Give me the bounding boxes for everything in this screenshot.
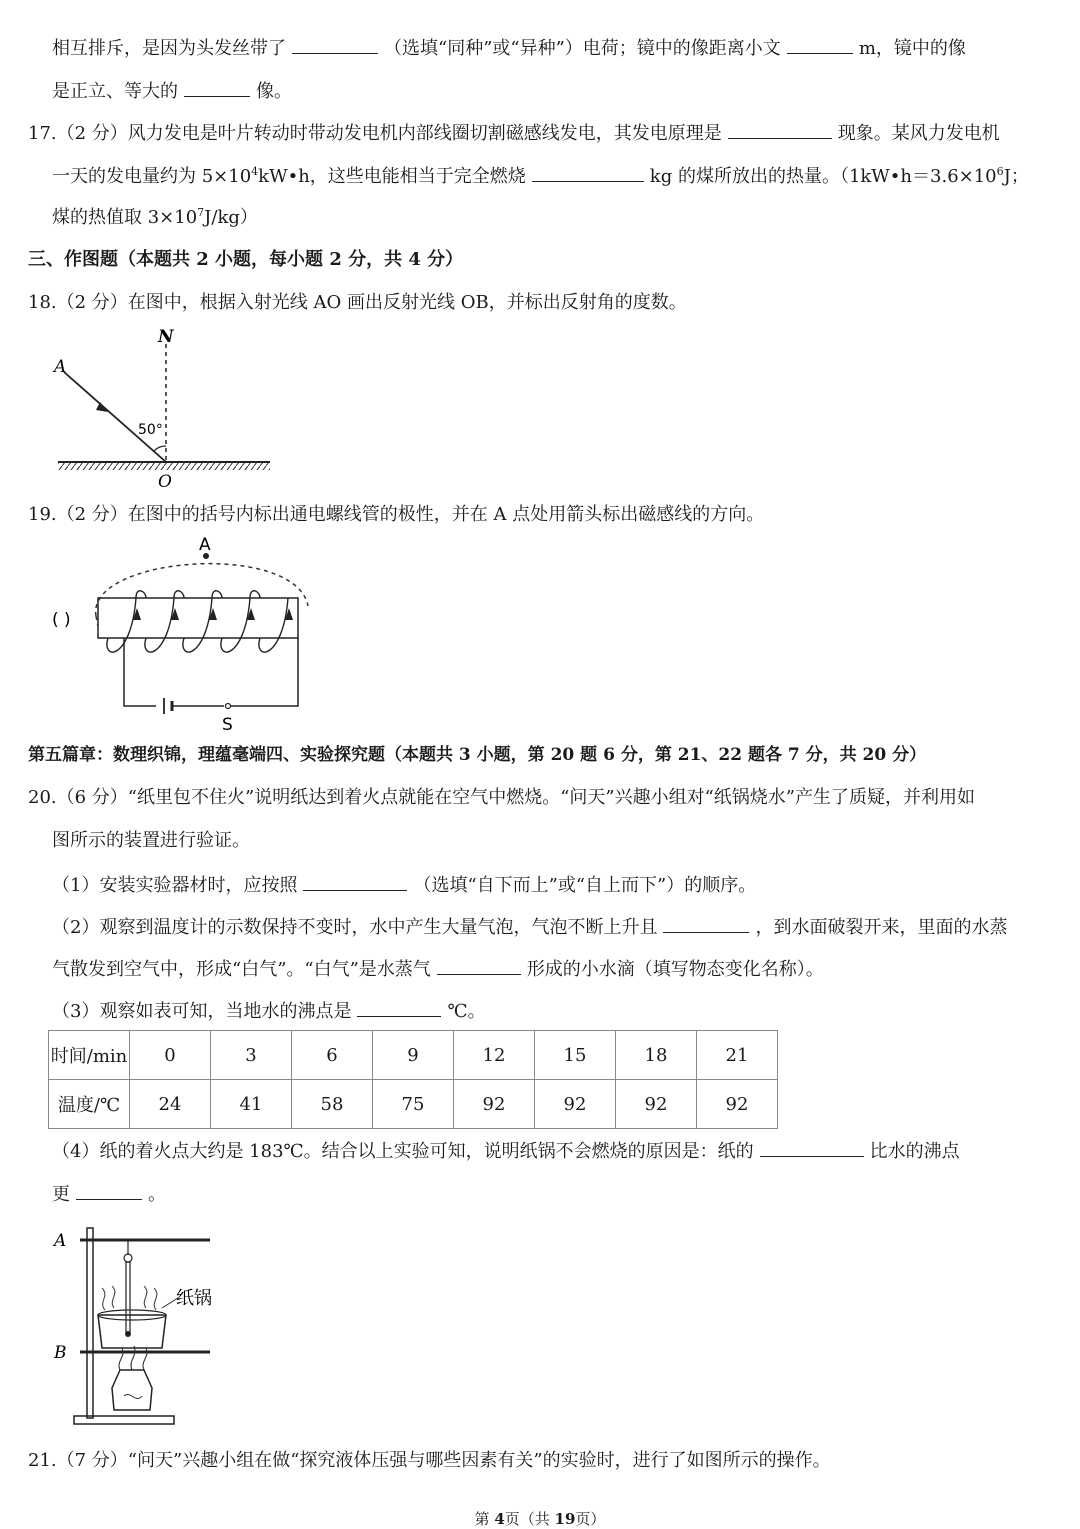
q19-text: 19.（2 分）在图中的括号内标出通电螺线管的极性，并在 A 点处用箭头标出磁感线的方向。 [28,504,765,525]
table-cell: 92 [454,1080,535,1129]
angle-label: 50° [138,422,163,438]
answer-blank[interactable] [357,998,441,1017]
boiling-data-table [48,1030,778,1129]
section-title: 三、作图题（本题共 2 小题，每小题 2 分，共 4 分） [28,249,464,270]
page-number: 4 [494,1510,505,1528]
q20-part4-cont [52,1181,166,1207]
answer-blank[interactable] [437,956,521,975]
q20-text: （4）纸的着火点大约是 183℃。结合以上实验可知，说明纸锅不会燃烧的原因是：纸的 [52,1141,754,1162]
q16-text: （选填“同种”或“异种”）电荷；镜中的像距离小文 [384,38,781,59]
table-cell: 12 [454,1031,535,1080]
answer-blank[interactable] [184,78,250,97]
table-cell: 3 [211,1031,292,1080]
answer-blank[interactable] [760,1138,864,1157]
switch-contact [226,704,231,709]
flame-icon [119,1346,147,1370]
table-cell: 6 [292,1031,373,1080]
q17-line1 [28,120,1000,146]
pot-label: 纸锅 [176,1288,212,1309]
exponent: 7 [197,206,205,219]
answer-blank[interactable] [787,35,853,54]
q16-text: 像。 [256,81,292,102]
section-title: 第五篇章：数理织锦，理蕴毫端四、实验探究题（本题共 3 小题，第 20 题 6 分，第 21、22 题各 7 分，共 20 分） [28,745,927,765]
q17-text: 17.（2 分）风力发电是叶片转动时带动发电机内部线圈切割磁感线发电，其发电原理是 [28,123,722,144]
ray-arrow-icon [96,402,108,412]
q16-text: m，镜中的像 [858,38,966,59]
page-footer [0,1508,1080,1529]
q17-text: kg 的煤所放出的热量。（1kW•h＝3.6×10 [649,166,997,187]
q20-text: 。 [148,1184,166,1205]
thermometer-bulb [125,1331,131,1337]
q20-line1: 20.（6 分）“纸里包不住火”说明纸达到着火点就能在空气中燃烧。“问天”兴趣小组对“纸锅烧水”产生了质疑，并利用如 [28,787,976,808]
exponent: 4 [251,165,259,178]
table-cell: 24 [130,1080,211,1129]
field-line [96,564,308,616]
reflection-diagram [50,322,280,492]
coil-windings [107,591,288,652]
angle-arc [154,446,166,451]
q20-text: （选填“自下而上”或“自上而下”）的顺序。 [413,875,757,896]
table-row [49,1080,778,1129]
footer-text: 第 [474,1510,495,1528]
q16-line1 [52,35,966,61]
q17-line3 [52,206,258,230]
q20-text: ℃。 [447,1001,486,1022]
q18-text: 18.（2 分）在图中，根据入射光线 AO 画出反射光线 OB，并标出反射角的度数。 [28,292,687,313]
q20-line2: 图所示的装置进行验证。 [52,830,250,851]
table-cell: 18 [616,1031,697,1080]
exponent: 6 [996,165,1004,178]
q20-text: （2）观察到温度计的示数保持不变时，水中产生大量气泡，气泡不断上升且 [52,917,658,938]
q17-line2 [52,163,1029,189]
q16-text: 是正立、等大的 [52,81,178,102]
q20-text: 比水的沸点 [869,1141,960,1162]
q20-text: （1）安装实验器材时，应按照 [52,875,298,896]
alcohol-lamp [112,1370,152,1410]
footer-text: 页（共 [504,1510,555,1528]
stand-base [74,1416,174,1424]
q17-text: 煤的热值取 3×10 [52,207,198,228]
label-a: A [54,357,67,377]
answer-blank[interactable] [532,163,644,182]
lamp-wick [124,1394,142,1398]
table-cell: 92 [616,1080,697,1129]
label-a: A [54,1231,67,1251]
current-arrow-icons [133,608,293,620]
q17-text: kW•h，这些电能相当于完全燃烧 [258,166,526,187]
q20-text: 更 [52,1184,70,1205]
table-cell: 92 [697,1080,778,1129]
label-o: O [158,472,172,492]
table-cell: 75 [373,1080,454,1129]
answer-blank[interactable] [663,914,749,933]
label-a: A [199,536,211,555]
q20-part2-cont [52,956,824,982]
table-header-cell: 温度/℃ [49,1080,130,1129]
q17-text: 现象。某风力发电机 [837,123,1000,144]
q17-text: J； [1003,166,1029,187]
q16-line2 [52,78,292,104]
table-cell: 21 [697,1031,778,1080]
q16-text: 相互排斥，是因为头发丝带了 [52,38,286,59]
answer-blank[interactable] [76,1181,142,1200]
paper-pot-apparatus [50,1220,230,1432]
table-row [49,1031,778,1080]
pole-bracket[interactable]: ( ) [52,610,71,630]
table-cell: 9 [373,1031,454,1080]
q20-part1 [52,872,756,898]
table-cell: 15 [535,1031,616,1080]
thermometer-top [124,1254,132,1262]
answer-blank[interactable] [728,120,832,139]
q20-part4 [52,1138,960,1164]
label-n: N [158,327,174,347]
answer-blank[interactable] [292,35,378,54]
table-cell: 0 [130,1031,211,1080]
q20-part2 [52,914,1007,940]
page-total: 19 [554,1510,576,1528]
q20-text: ，到水面破裂开来，里面的水蒸 [755,917,1008,938]
q17-text: J/kg） [204,207,258,228]
footer-text: 页） [575,1510,606,1528]
thermometer [126,1262,130,1332]
table-cell: 58 [292,1080,373,1129]
stand-rod [87,1228,93,1418]
incident-ray [64,372,166,462]
q20-text: 气散发到空气中，形成“白气”。“白气”是水蒸气 [52,959,431,980]
solenoid-diagram [46,536,316,736]
q17-text: 一天的发电量约为 5×10 [52,166,252,187]
q20-text: 形成的小水滴（填写物态变化名称）。 [526,959,824,980]
label-b: B [54,1343,67,1363]
switch-label: S [222,715,233,735]
q21-text: 21.（7 分）“问天”兴趣小组在做“探究液体压强与哪些因素有关”的实验时，进行了如图所示的操作。 [28,1450,831,1471]
solenoid-core [98,598,298,638]
q20-text: （3）观察如表可知，当地水的沸点是 [52,1001,352,1022]
circuit-wire [231,638,298,706]
table-cell: 41 [211,1080,292,1129]
q20-part3 [52,998,486,1024]
table-cell: 92 [535,1080,616,1129]
table-header-cell: 时间/min [49,1031,130,1080]
answer-blank[interactable] [303,872,407,891]
mirror-hatch [58,462,270,470]
circuit-wire [124,638,156,706]
